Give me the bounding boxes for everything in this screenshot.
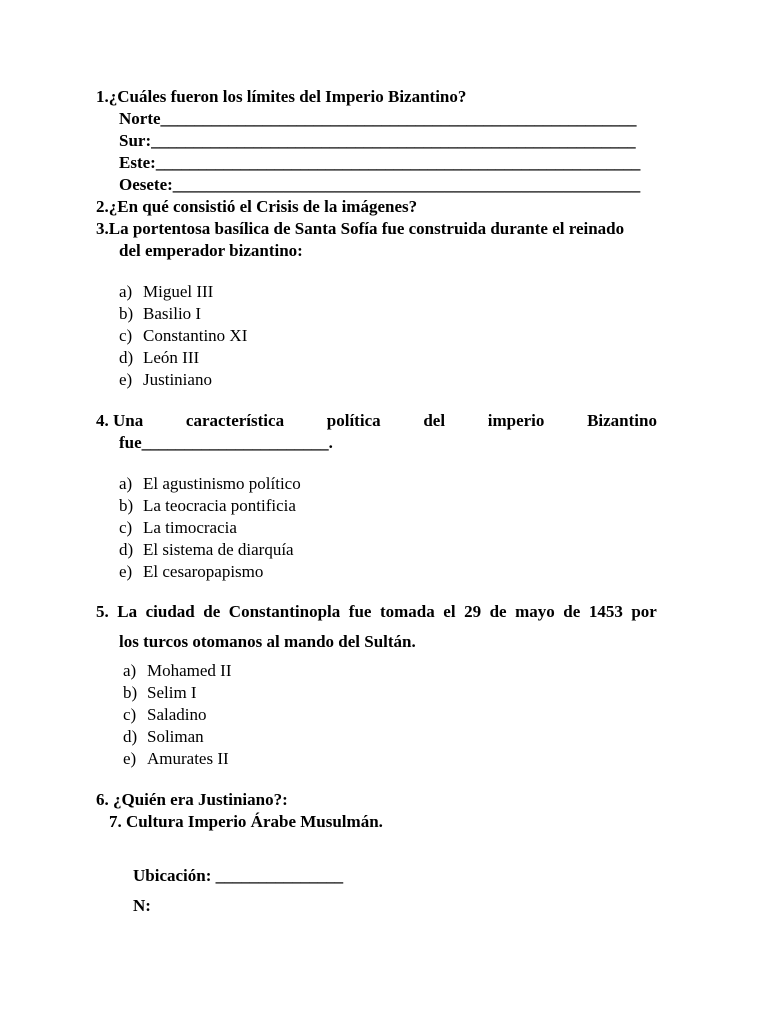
q4-option-b: b) La teocracia pontificia	[119, 496, 296, 515]
question-6-title: 6. ¿Quién era Justiniano?:	[96, 790, 288, 809]
question-4-line2: fue______________________.	[119, 433, 333, 452]
q3-option-b: b) Basilio I	[119, 304, 202, 323]
question-4-line1: 4. Una característica política del imperio Bizantino	[96, 411, 657, 430]
q4-option-c: c) La timocracia	[119, 518, 237, 537]
question-1-title: 1.¿Cuáles fueron los límites del Imperio Bizantino?	[96, 87, 467, 106]
q5-option-b: b) Selim I	[123, 683, 197, 702]
question-2-title: 2.¿En qué consistió el Crisis de la imágenes?	[96, 197, 418, 216]
limit-sur: Sur:_________________________________________________________	[119, 131, 636, 150]
question-5-line2: los turcos otomanos al mando del Sultán.	[119, 632, 416, 651]
q5-option-d: d) Soliman	[123, 727, 204, 746]
q3-option-c: c) Constantino XI	[119, 326, 248, 345]
question-7-title: 7. Cultura Imperio Árabe Musulmán.	[109, 812, 383, 831]
q4-option-e: e) El cesaropapismo	[119, 562, 264, 581]
question-3-line1: 3.La portentosa basílica de Santa Sofía fue construida durante el reinado	[96, 219, 625, 238]
question-3-line2: del emperador bizantino:	[119, 241, 303, 260]
n-field: N:	[133, 896, 151, 915]
q4-option-d: d) El sistema de diarquía	[119, 540, 294, 559]
question-5-line1: 5. La ciudad de Constantinopla fue tomada el 29 de mayo de 1453 por	[96, 602, 657, 621]
q5-option-c: c) Saladino	[123, 705, 207, 724]
q3-option-a: a) Miguel III	[119, 282, 214, 301]
q5-option-e: e) Amurates II	[123, 749, 229, 768]
limit-este: Este:_________________________________________________________	[119, 153, 641, 172]
q5-option-a: a) Mohamed II	[123, 661, 232, 680]
q3-option-e: e) Justiniano	[119, 370, 212, 389]
q3-option-d: d) León III	[119, 348, 200, 367]
limit-oeste: Oesete:_______________________________________________________	[119, 175, 641, 194]
ubicacion-field: Ubicación: _______________	[133, 866, 344, 885]
q4-option-a: a) El agustinismo político	[119, 474, 301, 493]
limit-norte: Norte________________________________________________________	[119, 109, 637, 128]
